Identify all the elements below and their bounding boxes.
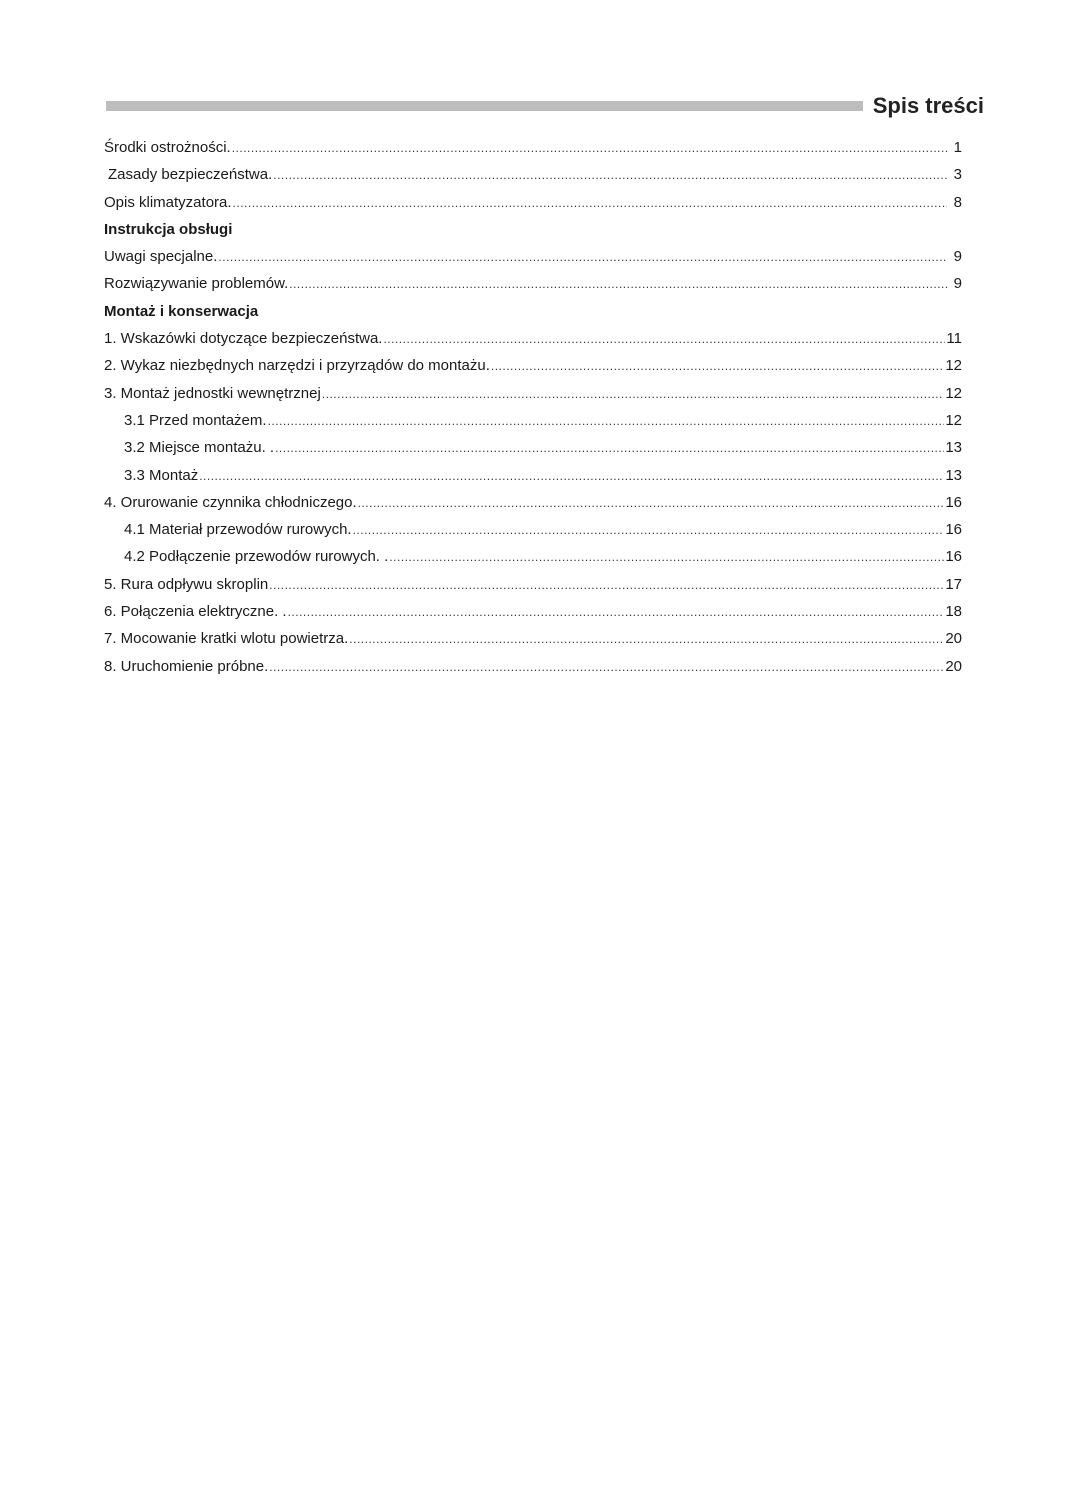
toc-entry-page: 17: [945, 575, 962, 593]
toc-leader-dots: [349, 626, 944, 653]
page-title: Spis treści: [872, 93, 984, 118]
header-bar: [106, 101, 863, 111]
toc-entry-label: Rozwiązywanie problemów.: [104, 275, 289, 293]
toc-entry-page: 20: [945, 657, 962, 675]
toc-entry[interactable]: [104, 462, 962, 489]
page-header: [106, 90, 984, 122]
toc-entry-page: 8: [953, 193, 962, 211]
toc-entry[interactable]: [104, 243, 962, 270]
toc-entry[interactable]: [104, 434, 962, 461]
toc-entry-page: 20: [945, 630, 962, 648]
toc-entry-label: 7. Mocowanie kratki wlotu powietrza.: [104, 630, 349, 648]
toc-leader-dots: [358, 490, 945, 517]
toc-entry-page: 12: [945, 357, 962, 375]
toc-entry-label: 3.2 Miejsce montażu. .: [124, 439, 275, 457]
toc-leader-dots: [232, 135, 947, 162]
toc-entry[interactable]: [104, 625, 962, 652]
toc-leader-dots: [491, 353, 944, 380]
toc-entry[interactable]: [104, 325, 962, 352]
toc-entry-label: 4.1 Materiał przewodów rurowych.: [124, 521, 352, 539]
toc-entry-page: 18: [945, 603, 962, 621]
toc-entry[interactable]: [104, 489, 962, 516]
toc-entry[interactable]: [104, 598, 962, 625]
toc-entry-label: 3.1 Przed montażem.: [124, 411, 267, 429]
toc-entry-page: 12: [945, 411, 962, 429]
toc-entry-label: 4.2 Podłączenie przewodów rurowych. .: [124, 548, 389, 566]
toc-leader-dots: [218, 244, 947, 271]
toc-leader-dots: [269, 654, 944, 681]
toc-section-heading: Instrukcja obsługi: [104, 220, 233, 238]
toc-entry-label: Zasady bezpieczeństwa.: [108, 166, 273, 184]
toc-entry[interactable]: [104, 161, 962, 188]
toc-leader-dots: [199, 463, 944, 490]
toc-leader-dots: [233, 190, 947, 217]
toc-entry[interactable]: [104, 352, 962, 379]
toc-entry-label: 3.3 Montaż: [124, 466, 199, 484]
toc-leader-dots: [322, 381, 945, 408]
toc-entry-label: 3. Montaż jednostki wewnętrznej: [104, 384, 321, 402]
toc-entry-page: 13: [945, 439, 962, 457]
toc-leader-dots: [289, 271, 947, 298]
toc-entry[interactable]: [104, 189, 962, 216]
toc-entry-label: Środki ostrożności.: [104, 139, 231, 156]
toc-entry-page: 1: [953, 139, 962, 156]
toc-entry[interactable]: [104, 516, 962, 543]
toc-entry[interactable]: [104, 270, 962, 297]
toc-leader-dots: [268, 408, 945, 435]
toc-leader-dots: [389, 544, 944, 571]
toc-entry-page: 13: [945, 466, 962, 484]
toc-leader-dots: [275, 435, 944, 462]
toc-entry-label: Uwagi specjalne.: [104, 248, 218, 266]
toc-entry[interactable]: [104, 571, 962, 598]
toc-entry-page: 16: [945, 493, 962, 511]
toc-leader-dots: [288, 599, 945, 626]
toc-entry[interactable]: [104, 543, 962, 570]
toc-entry-label: 1. Wskazówki dotyczące bezpieczeństwa.: [104, 330, 383, 348]
toc-entry-label: 8. Uruchomienie próbne.: [104, 657, 269, 675]
toc-leader-dots: [269, 572, 944, 599]
toc-entry[interactable]: [104, 380, 962, 407]
toc-entry-page: 16: [945, 521, 962, 539]
toc-entry-page: 16: [945, 548, 962, 566]
toc-entry-page: 11: [946, 330, 962, 348]
toc-entry-label: 2. Wykaz niezbędnych narzędzi i przyrządów do montażu.: [104, 357, 490, 375]
toc-entry-label: Opis klimatyzatora.: [104, 193, 232, 211]
toc-entry[interactable]: [104, 134, 962, 161]
table-of-contents: [104, 134, 962, 680]
toc-entry[interactable]: [104, 653, 962, 680]
toc-entry-page: 12: [945, 384, 962, 402]
toc-leader-dots: [383, 326, 945, 353]
toc-entry-page: 9: [953, 248, 962, 266]
toc-entry-page: 3: [953, 166, 962, 184]
toc-section-heading: Montaż i konserwacja: [104, 302, 259, 320]
toc-entry-label: 4. Orurowanie czynnika chłodniczego.: [104, 493, 357, 511]
toc-leader-dots: [273, 162, 947, 189]
toc-entry[interactable]: [104, 407, 962, 434]
toc-entry-page: 9: [953, 275, 962, 293]
toc-leader-dots: [353, 517, 945, 544]
toc-entry-label: 6. Połączenia elektryczne. .: [104, 603, 287, 621]
toc-entry-label: 5. Rura odpływu skroplin: [104, 575, 269, 593]
